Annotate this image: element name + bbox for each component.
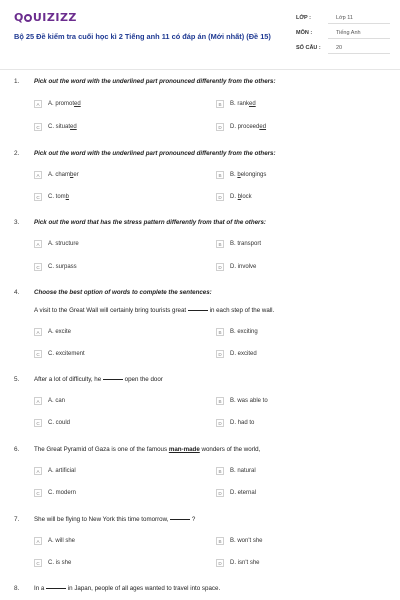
option-4c[interactable]: C C. excitement [34, 349, 85, 359]
option-3a[interactable]: A A. structure [34, 239, 79, 249]
option-5b[interactable]: B B. was able to [216, 396, 268, 406]
option-4d[interactable]: D D. excited [216, 349, 257, 359]
option-1a[interactable]: A A. promoted [34, 99, 81, 109]
question-text: Pick out the word with the underlined part pronounced differently from the others: [34, 150, 276, 157]
question-text: In a in Japan, people of all ages wanted to travel into space. [34, 585, 221, 592]
answer-blank [103, 379, 123, 380]
option-3c[interactable]: C C. surpass [34, 262, 77, 272]
question-number: 7. [14, 516, 20, 523]
question-text: Pick out the word that has the stress pattern differently from that of the others: [34, 219, 266, 226]
option-6b[interactable]: B B. natural [216, 466, 256, 476]
question-number: 4. [14, 289, 20, 296]
option-6d[interactable]: D D. eternal [216, 488, 256, 498]
option-7a[interactable]: A A. will she [34, 536, 75, 546]
option-7b[interactable]: B B. won't she [216, 536, 263, 546]
meta-box [290, 10, 390, 55]
option-5a[interactable]: A A. can [34, 396, 65, 406]
quizizz-logo: Q UIZIZZ [14, 11, 77, 24]
answer-blank [170, 519, 190, 520]
option-4b[interactable]: B B. exciting [216, 327, 258, 337]
option-4a[interactable]: A A. excite [34, 327, 71, 337]
question-text: She will be flying to New York this time tomorrow, ? [34, 516, 196, 523]
question-number: 6. [14, 446, 20, 453]
question-number: 2. [14, 150, 20, 157]
page-header [0, 0, 400, 70]
option-3d[interactable]: D D. involve [216, 262, 256, 272]
option-1c[interactable]: C C. situated [34, 122, 77, 132]
option-2a[interactable]: A A. chamber [34, 170, 79, 180]
question-number: 3. [14, 219, 20, 226]
question-stem: A visit to the Great Wall will certainly bring tourists great in each step of the wall. [34, 307, 275, 314]
option-3b[interactable]: B B. transport [216, 239, 261, 249]
document-title: Bộ 25 Đề kiểm tra cuối học kì 2 Tiếng anh 11 có đáp án (Mới nhất) (Đề 15) [14, 32, 271, 41]
meta-row-subject: MÔN : Tiếng Anh [290, 25, 390, 40]
option-1b[interactable]: B B. ranked [216, 99, 256, 109]
logo-ring-icon [24, 14, 32, 22]
option-5c[interactable]: C C. could [34, 418, 70, 428]
option-2d[interactable]: D D. block [216, 192, 252, 202]
header-divider [0, 69, 400, 70]
meta-row-count: SỐ CÂU : 20 [290, 40, 390, 55]
question-text: After a lot of difficulty, he open the door [34, 376, 163, 383]
option-2c[interactable]: C C. tomb [34, 192, 69, 202]
question-text: Choose the best option of words to complete the sentences: [34, 289, 212, 296]
answer-blank [188, 310, 208, 311]
meta-row-class: LỚP : Lớp 11 [290, 10, 390, 25]
question-number: 5. [14, 376, 20, 383]
question-number: 1. [14, 78, 20, 85]
option-6c[interactable]: C C. modern [34, 488, 76, 498]
option-7d[interactable]: D D. isn't she [216, 558, 260, 568]
question-text: The Great Pyramid of Gaza is one of the famous man-made wonders of the world, [34, 446, 261, 453]
option-7c[interactable]: C C. is she [34, 558, 71, 568]
option-2b[interactable]: B B. belongings [216, 170, 266, 180]
question-text: Pick out the word with the underlined part pronounced differently from the others: [34, 78, 276, 85]
answer-blank [46, 588, 66, 589]
option-6a[interactable]: A A. artificial [34, 466, 76, 476]
option-1d[interactable]: D D. proceeded [216, 122, 266, 132]
question-number: 8. [14, 585, 20, 592]
option-5d[interactable]: D D. had to [216, 418, 254, 428]
